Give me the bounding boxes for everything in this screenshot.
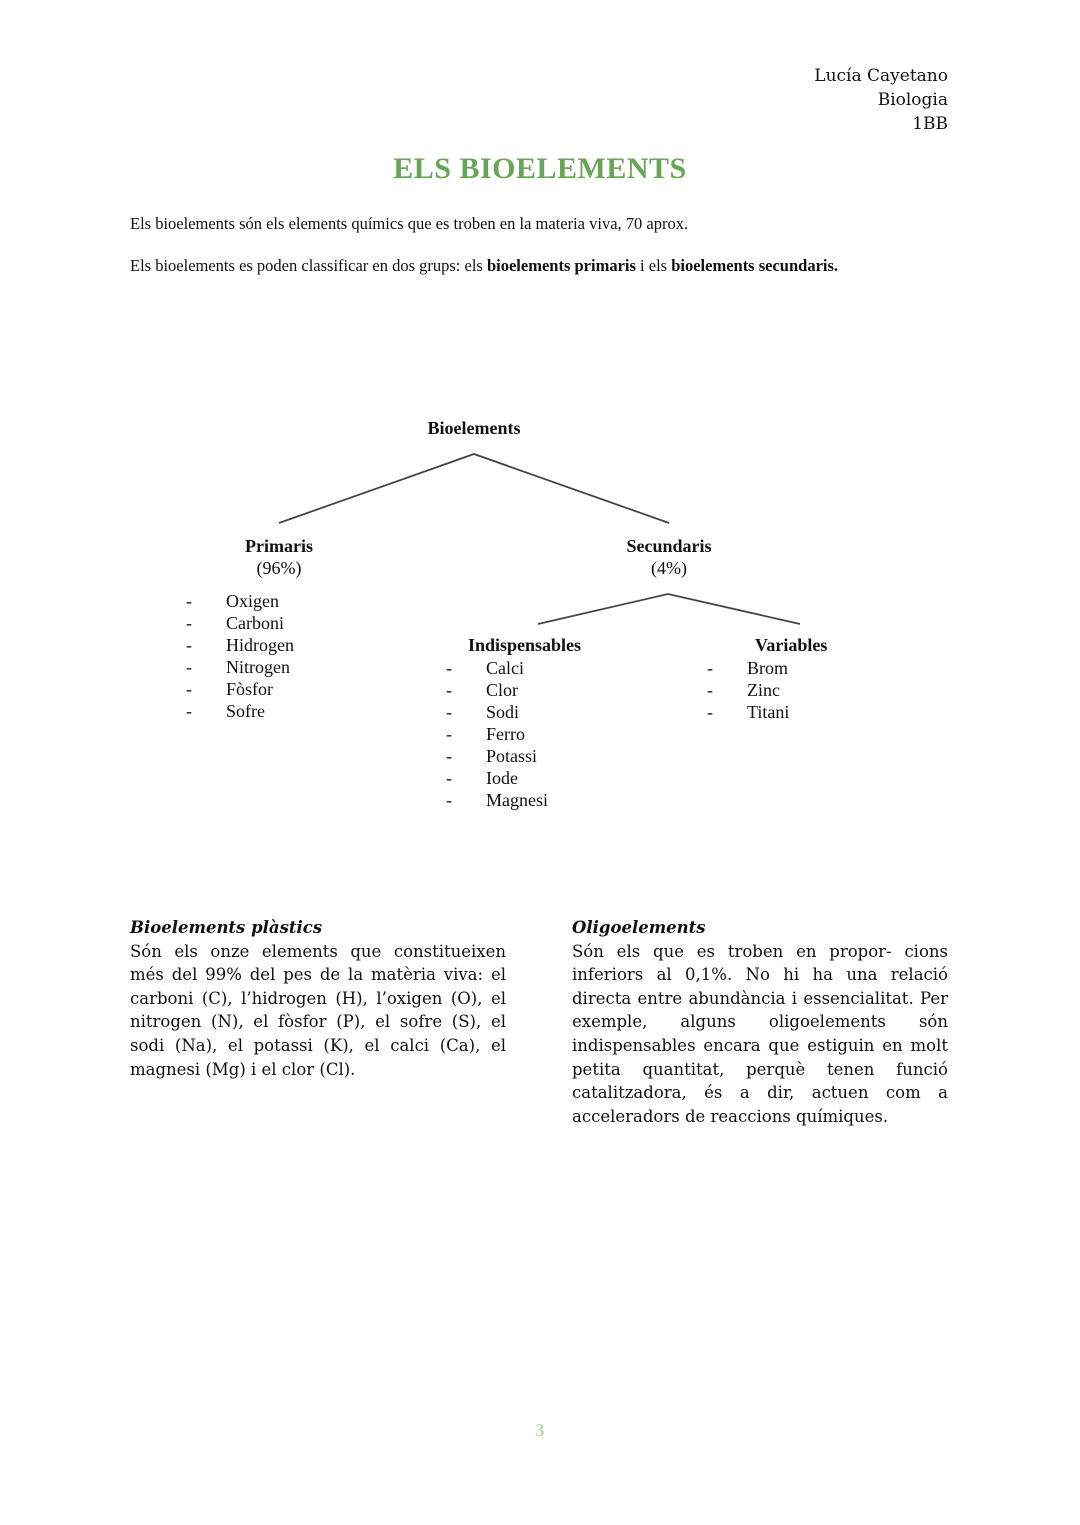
variables-list (707, 657, 789, 723)
list-item: - Titani (707, 702, 790, 722)
list-item: - Zinc (707, 680, 780, 700)
primaris-list (186, 590, 294, 722)
list-item: - Sofre (186, 701, 265, 721)
list-item: - Calci (446, 658, 524, 678)
variables-label: Variables (755, 635, 828, 655)
section-text: Són els que es troben en propor- cions inferiors al 0,1%. No hi ha una relació directa entre abundància i essencialitat. Per exemple, alguns oligoelements són indispensables encara que estiguin en molt petita quantitat, perquè tenen funció catalitzadora, és a dir, actuen com a acceleradors de reaccions químiques. (572, 941, 948, 1126)
secundaris-label: Secundaris (626, 536, 712, 556)
document-header (814, 64, 948, 136)
list-item: - Magnesi (446, 790, 548, 810)
section-text: Són els onze elements que constitueixen més del 99% del pes de la matèria viva: el carboni (C), l’hidrogen (H), l’oxigen (O), el nitrogen (N), el fòsfor (P), el sofre (S), el sodi (Na), el potassi (K), el calci (Ca), el magnesi (Mg) i el clor (Cl). (130, 941, 506, 1079)
section-heading: Oligoelements (572, 918, 706, 937)
section-heading: Bioelements plàstics (130, 918, 323, 937)
intro-paragraph-1: Els bioelements són els elements químics que es troben en la materia viva, 70 aprox. (130, 214, 689, 233)
list-item: - Oxigen (186, 591, 279, 611)
term-primaris: bioelements primaris (486, 256, 636, 275)
root-branch-lines (279, 454, 669, 523)
list-item: - Potassi (446, 746, 538, 766)
primaris-percent: (96%) (256, 558, 302, 578)
secundaris-branch-lines (538, 594, 800, 624)
secundaris-percent: (4%) (651, 558, 687, 578)
subject-name: Biologia (877, 90, 948, 110)
list-item: - Ferro (446, 724, 525, 744)
section-bioelements-plastics (130, 916, 506, 1081)
list-item: - Iode (446, 768, 518, 788)
list-item: - Fòsfor (186, 679, 274, 699)
intro-paragraph-2 (130, 254, 948, 277)
list-item: - Carboni (186, 613, 284, 633)
page-number: 3 (535, 1420, 545, 1440)
section-oligoelements (572, 916, 948, 1128)
list-item: - Nitrogen (186, 657, 290, 677)
term-secundaris: bioelements secundaris. (671, 256, 839, 275)
class-name: 1BB (912, 114, 948, 134)
primaris-label: Primaris (245, 536, 313, 556)
list-item: - Hidrogen (186, 635, 294, 655)
diagram-root-label: Bioelements (427, 418, 521, 438)
page-title: ELS BIOELEMENTS (393, 152, 687, 185)
list-item: - Sodi (446, 702, 520, 722)
intro-text: Els bioelements es poden classificar en dos grups: els (130, 256, 487, 275)
intro-text: i els (635, 256, 672, 275)
indispensables-list (446, 657, 548, 811)
list-item: - Brom (707, 658, 789, 678)
author-name: Lucía Cayetano (814, 66, 948, 86)
indispensables-label: Indispensables (468, 635, 582, 655)
list-item: - Clor (446, 680, 519, 700)
